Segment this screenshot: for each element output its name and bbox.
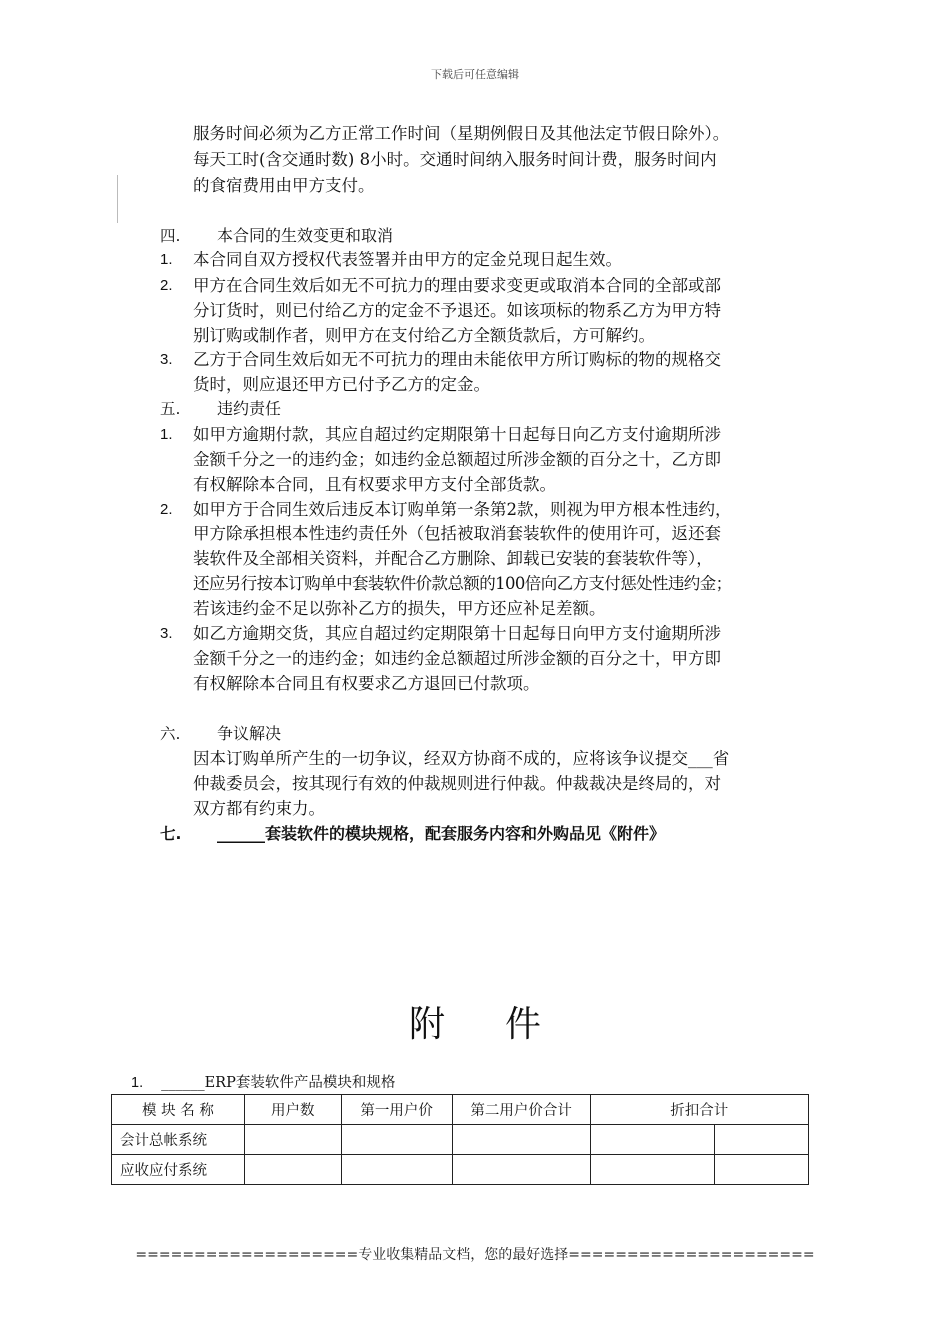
- item-line: 如乙方逾期交货，其应自超过约定期限第十日起每日向甲方支付逾期所涉: [193, 624, 721, 643]
- table-cell: 会计总帐系统: [112, 1125, 245, 1155]
- table-caption-text: ______ERP套装软件产品模块和规格: [161, 1075, 396, 1091]
- item-line: 本合同自双方授权代表签署并由甲方的定金兑现日起生效。: [193, 250, 622, 269]
- item-number: 2.: [160, 501, 173, 518]
- table-header-cell: 用户数: [244, 1095, 341, 1125]
- item-line: 如甲方于合同生效后违反本订购单第一条第2款，则视为甲方根本性违约，: [193, 500, 732, 519]
- table-caption-number: 1.: [131, 1075, 144, 1091]
- table-cell: [715, 1125, 809, 1155]
- item-number: 1.: [160, 426, 173, 443]
- table-header-cell: 模 块 名 称: [112, 1095, 245, 1125]
- section-title: 争议解决: [217, 724, 282, 743]
- table-cell: [341, 1155, 452, 1185]
- table-cell: [452, 1125, 590, 1155]
- section-number: 六.: [160, 725, 181, 743]
- table-cell: [244, 1125, 341, 1155]
- section-title: ______套装软件的模块规格，配套服务内容和外购品见《附件》: [217, 824, 666, 843]
- item-line: 分订货时，则已付给乙方的定金不予退还。如该项标的物系乙方为甲方特: [193, 301, 721, 320]
- page-footer: ===================专业收集精品文档，您的最好选择=====================: [135, 1247, 815, 1263]
- modules-table: [111, 1094, 809, 1185]
- section-line: 仲裁委员会，按其现行有效的仲裁规则进行仲裁。仲裁裁决是终局的，对: [193, 774, 721, 793]
- section-number: 四.: [160, 227, 181, 245]
- item-line: 甲方在合同生效后如无不可抗力的理由要求变更或取消本合同的全部或部: [193, 276, 721, 295]
- table-cell: [590, 1125, 715, 1155]
- section-line: 因本订购单所产生的一切争议，经双方协商不成的，应将该争议提交___省: [193, 749, 730, 768]
- item-number: 1.: [160, 251, 173, 268]
- table-header-row: [112, 1095, 809, 1125]
- item-line: 如甲方逾期付款，其应自超过约定期限第十日起每日向乙方支付逾期所涉: [193, 425, 721, 444]
- margin-mark: [117, 175, 118, 223]
- intro-line: 的食宿费用由甲方支付。: [193, 176, 375, 195]
- item-number: 3.: [160, 351, 173, 368]
- intro-line: 每天工时(含交通时数) 8小时。交通时间纳入服务时间计费，服务时间内: [193, 150, 717, 169]
- table-cell: [452, 1155, 590, 1185]
- item-line: 装软件及全部相关资料，并配合乙方删除、卸载已安装的套装软件等），: [193, 549, 713, 568]
- item-line: 还应另行按本订购单中套装软件价款总额的100倍向乙方支付惩处性违约金；: [193, 574, 732, 593]
- intro-line: 服务时间必须为乙方正常工作时间（星期例假日及其他法定节假日除外）。: [193, 124, 730, 143]
- table-header-cell: 第一用户价: [341, 1095, 452, 1125]
- item-line: 货时，则应退还甲方已付予乙方的定金。: [193, 375, 490, 394]
- item-line: 乙方于合同生效后如无不可抗力的理由未能依甲方所订购标的物的规格交: [193, 350, 721, 369]
- section-line: 双方都有约束力。: [193, 799, 325, 818]
- item-line: 金额千分之一的违约金；如违约金总额超过所涉金额的百分之十，乙方即: [193, 450, 721, 469]
- table-caption: [131, 1071, 395, 1092]
- table-header-cell: 折扣合计: [590, 1095, 808, 1125]
- item-line: 若该违约金不足以弥补乙方的损失，甲方还应补足差额。: [193, 599, 606, 618]
- page-header-note: 下载后可任意编辑: [431, 68, 519, 81]
- section-number: 七.: [160, 825, 182, 843]
- item-line: 别订购或制作者，则甲方在支付给乙方全额货款后，方可解约。: [193, 326, 655, 345]
- section-title: 违约责任: [217, 399, 282, 418]
- table-row: [112, 1155, 809, 1185]
- table-row: [112, 1125, 809, 1155]
- item-line: 金额千分之一的违约金；如违约金总额超过所涉金额的百分之十，甲方即: [193, 649, 721, 668]
- item-line: 有权解除本合同且有权要求乙方退回已付款项。: [193, 674, 540, 693]
- item-line: 有权解除本合同，且有权要求甲方支付全部货款。: [193, 475, 556, 494]
- item-number: 3.: [160, 625, 173, 642]
- section-number: 五.: [160, 400, 181, 418]
- section-title: 本合同的生效变更和取消: [217, 226, 394, 245]
- table-header-cell: 第二用户价合计: [452, 1095, 590, 1125]
- item-line: 甲方除承担根本性违约责任外（包括被取消套装软件的使用许可，返还套: [193, 524, 721, 543]
- item-number: 2.: [160, 277, 173, 294]
- table-cell: [244, 1155, 341, 1185]
- table-cell: [341, 1125, 452, 1155]
- appendix-title: 附件: [408, 1004, 601, 1045]
- table-cell: [715, 1155, 809, 1185]
- table-cell: 应收应付系统: [112, 1155, 245, 1185]
- table-cell: [590, 1155, 715, 1185]
